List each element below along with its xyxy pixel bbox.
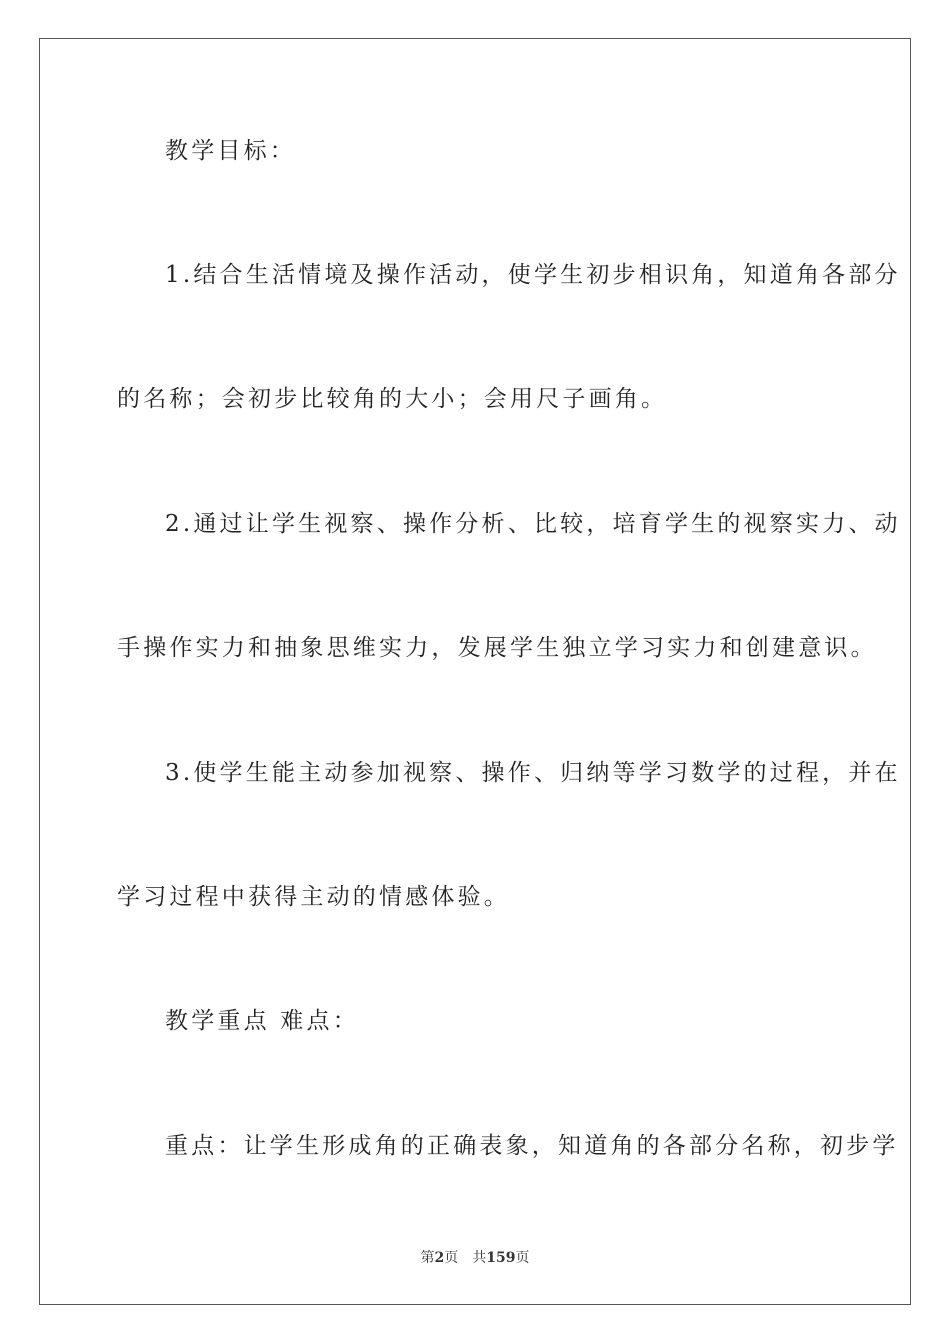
objective-1-line-1: 1.结合生活情境及操作活动，使学生初步相识角，知道角各部分 — [165, 262, 901, 288]
key-point-line-1: 重点：让学生形成角的正确表象，知道角的各部分名称，初步学 — [165, 1133, 899, 1159]
objective-3-line-2: 学习过程中获得主动的情感体验。 — [117, 884, 510, 910]
objective-2-line-2: 手操作实力和抽象思维实力，发展学生独立学习实力和创建意识。 — [117, 635, 877, 661]
footer-total-suffix: 页 — [515, 1250, 530, 1266]
footer-total-prefix: 共 — [472, 1250, 487, 1266]
heading-teaching-objectives: 教学目标： — [165, 138, 296, 164]
page-frame — [39, 38, 911, 1305]
objective-3-line-1: 3.使学生能主动参加视察、操作、归纳等学习数学的过程，并在 — [165, 760, 901, 786]
heading-key-points: 教学重点 难点： — [165, 1008, 359, 1034]
footer-page-suffix: 页 — [444, 1250, 459, 1266]
footer-page-prefix: 第 — [420, 1250, 435, 1266]
objective-2-line-1: 2.通过让学生视察、操作分析、比较，培育学生的视察实力、动 — [165, 511, 901, 537]
page-footer — [0, 1248, 950, 1268]
footer-total-pages: 159 — [486, 1250, 516, 1266]
objective-1-line-2: 的名称；会初步比较角的大小；会用尺子画角。 — [117, 386, 668, 412]
footer-page-number: 2 — [434, 1250, 445, 1266]
